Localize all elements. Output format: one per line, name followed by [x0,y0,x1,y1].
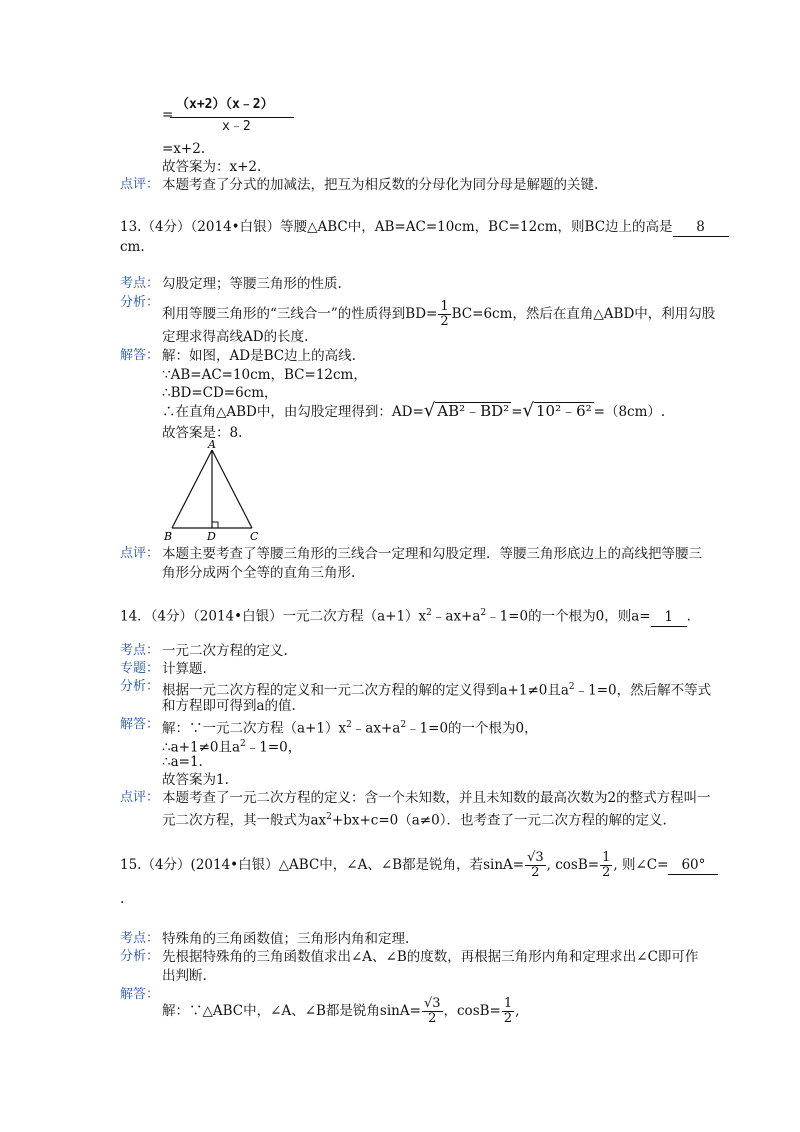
q14-comment1: 本题考查了一元二次方程的定义：含一个未知数，并且未知数的最高次数为2的整式方程叫一 [162,790,711,806]
vertex-c: C [250,530,259,543]
q14-sol1: 解：∵一元二次方程$(a+1)x^2﹣ax+a^2﹣1=0$的一个根为0， [162,720,538,737]
q13-sol4: ∴在直角△ABD中，由勾股定理得到：AD=√ AB²﹣BD² =√ 10²﹣6² =（8cm）. [162,400,666,421]
q14-answer: 1 [651,608,687,627]
q15-analysis1: 先根据特殊角的三角函数值求出∠A、∠B的度数，再根据三角形内角和定理求出∠C即可作 [162,949,699,965]
q13-answer: 8 [673,218,729,237]
top-comment: 本题考查了分式的加减法，把互为相反数的分母化为同分母是解题的关键. [162,177,599,193]
q14-comment-label: 点评： [120,790,160,805]
q15-point-label: 考点： [120,931,160,946]
q14-topic-label: 专题： [120,661,160,676]
radical-sign: √ [522,400,534,421]
q15-point: 特殊角的三角函数值；三角形内角和定理. [162,931,410,947]
q15-sina-fraction: $\frac{√3}{2}$ [527,850,544,880]
vertex-d: D [207,530,216,543]
vertex-a: A [208,438,216,451]
q14-analysis1: 根据一元二次方程的定义和一元二次方程的解的定义得到a+1≠0且$a^2﹣1=0$，然后解不等式 [162,682,712,699]
q15-analysis-label: 分析： [120,949,160,964]
top-line2: 故答案为：x+2. [162,159,262,175]
q14-sol2: ∴a+1≠0且$a^2﹣1=0$， [162,739,302,756]
top-frac-num: （x+2）（x﹣2） [176,97,274,112]
q13-comment2: 角形分成两个全等的直角三角形. [162,565,356,581]
q14-analysis2: 和方程即可得到a的值. [162,698,296,714]
q13-triangle-figure [160,438,270,544]
q13-stem-text: 13.（4分）（2014•白银）等腰△ABC中，AB=AC=10cm，BC=12cm，则BC边上的高是 [120,219,673,235]
q13-stem [120,218,729,237]
q15-sol-sina-fraction: $\frac{√3}{2}$ [423,996,441,1026]
q13-comment-label: 点评： [120,546,160,561]
top-frac-den: x﹣2 [222,119,251,134]
q13-unit: cm. [120,239,145,255]
side-ac [212,450,252,528]
q13-sol1: 解：如图，AD是BC边上的高线. [162,348,356,364]
q13-sol3: ∴BD=CD=6cm， [162,385,278,401]
q15-dot: . [120,891,125,907]
q14-solution-label: 解答： [120,717,160,732]
side-ab [172,450,212,528]
top-line1: =x+2. [162,141,206,157]
q13-sol5: 故答案是：8. [162,425,243,441]
q15-sol-cosb-fraction: $\frac{1}{2}$ [503,996,513,1026]
q13-point: 勾股定理；等腰三角形的性质. [162,276,342,292]
vertex-b: B [164,530,173,543]
q13-analysis-line2: 定理求得高线AD的长度. [162,329,309,345]
q13-sol2: ∵AB=AC=10cm，BC=12cm， [162,367,367,383]
q15-analysis2: 出判断. [162,968,207,984]
q14-sol3: ∴a=1. [162,754,203,770]
q14-stem: 14．（4分）（2014•白银）一元二次方程$(a+1)x^2﹣ax+a^2﹣1=0$的一个根为0，则a= 1 . [120,608,691,625]
top-comment-label: 点评： [120,177,160,192]
q15-cosb-fraction: $\frac{1}{2}$ [602,850,611,880]
q14-analysis-label: 分析： [120,679,160,694]
q14-point: 一元二次方程的定义. [162,643,288,659]
q13-analysis-fraction: $\frac{1}{2}$ [440,299,449,329]
q13-analysis-line1: 利用等腰三角形的“三线合一”的性质得到BD= $\frac{1}{2}$ BC=6cm，然后在直角△ABD中，利用勾股 [162,299,716,329]
q14-point-label: 考点： [120,643,160,658]
q15-answer: 60° [668,856,718,875]
q15-sol: 解：∵△ABC中，∠A、∠B都是锐角sinA= $\frac{√3}{2}$ ，cosB= $\frac{1}{2}$ , [162,996,520,1026]
right-angle-mark [212,522,218,528]
q13-comment1: 本题主要考查了等腰三角形的三线合一定理和勾股定理．等腰三角形底边上的高线把等腰三 [162,546,702,562]
q15-solution-label: 解答： [120,987,160,1002]
q13-point-label: 考点： [120,276,160,291]
q13-sqrt2: 10²﹣6² [535,402,592,420]
q14-sol4: 故答案为1. [162,772,229,788]
radical-sign: √ [423,400,436,421]
q13-solution-label: 解答： [120,348,160,363]
top-eq: = [162,107,174,123]
q13-analysis-label: 分析： [120,295,160,310]
q14-comment2: 元二次方程，其一般式为$ax^2+bx+c=0(a\ne 0)$．也考查了一元二次方程的解的定义. [162,812,667,829]
q13-sqrt1: AB²﹣BD² [437,402,510,420]
q14-topic: 计算题. [162,661,207,677]
q15-stem: 15.（4分）(2014•白银）△ABC中，∠A、∠B都是锐角，若sinA= $\frac{√3}{2}$ , cosB= $\frac{1}{2}$ , 则∠C= 60° [120,848,718,882]
